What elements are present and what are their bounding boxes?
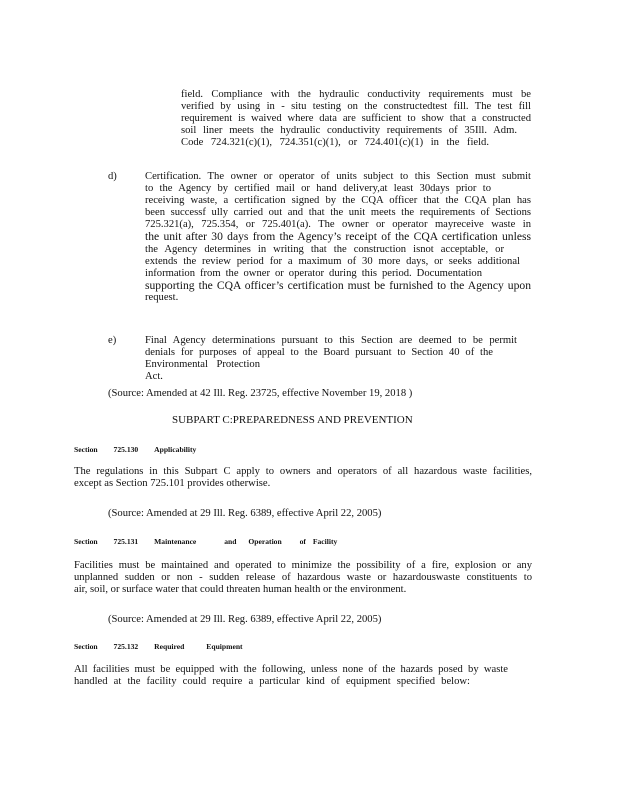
text-line: handled at the facility could require a particular kind of equipment specified below:: [74, 676, 470, 688]
item-d-marker: d): [108, 171, 117, 182]
section-725-131-paragraph: [74, 560, 532, 596]
continued-paragraph: [181, 89, 531, 149]
section-heading-725-132: [74, 641, 243, 653]
text-line: unplanned sudden or non - sudden release of hazardous waste or hazardouswaste constituents to: [74, 572, 532, 584]
source-note: (Source: Amended at 29 Ill. Reg. 6389, effective April 22, 2005): [108, 614, 382, 625]
section-number: 725.130: [113, 445, 139, 454]
text-line: Facilities must be maintained and operated to minimize the possibility of a fire, explosion or any: [74, 560, 532, 571]
text-line: soil liner meets the hydraulic conductivity requirements of 35Ill. Adm.: [181, 125, 517, 137]
source-note: (Source: Amended at 42 Ill. Reg. 23725, effective November 19, 2018 ): [108, 388, 413, 399]
section-label: Section: [74, 445, 98, 454]
text-line: field. Compliance with the hydraulic conductivity requirements must be: [181, 89, 531, 100]
text-line: Environmental Protection Act.: [145, 359, 260, 383]
text-line: the Agency determines in writing that the construction isnot acceptable, or: [145, 243, 504, 255]
text-line: extends the review period for a maximum of 30 more days, or seeks additional: [145, 255, 520, 267]
text-line: air, soil, or surface water that could threaten human health or the environment.: [74, 584, 407, 596]
section-heading-725-130: [74, 444, 196, 456]
section-number: 725.131: [113, 537, 139, 546]
source-note: (Source: Amended at 29 Ill. Reg. 6389, effective April 22, 2005): [108, 508, 382, 519]
text-line: Code 724.321(c)(1), 724.351(c)(1), or 724.401(c)(1) in the field.: [181, 137, 489, 149]
section-title-word: Operation: [248, 537, 282, 546]
section-title-word: Equipment: [206, 642, 243, 651]
section-title-word: Maintenance: [154, 537, 197, 546]
subpart-heading: SUBPART C:PREPAREDNESS AND PREVENTION: [172, 414, 413, 426]
text-line: receiving waste, a certification signed by the CQA officer that the CQA plan has: [145, 195, 531, 207]
item-e-marker: e): [108, 335, 117, 346]
text-line: Final Agency determinations pursuant to this Section are deemed to be permit: [145, 335, 517, 346]
section-label: Section: [74, 642, 98, 651]
text-line: the unit after 30 days from the Agency’s receipt of the CQA certification unless: [145, 230, 531, 244]
text-line: supporting the CQA officer’s certification must be furnished to the Agency upon: [145, 278, 531, 292]
section-725-132-paragraph: [74, 664, 508, 688]
text-line: request.: [145, 291, 179, 303]
item-e-paragraph: [145, 335, 517, 383]
text-line: verified by using in - situ testing on the constructedtest fill. The test fill: [181, 101, 531, 113]
text-line: All facilities must be equipped with the following, unless none of the hazards posed by waste: [74, 664, 508, 675]
text-line: been successf ully carried out and that the unit meets the requirements of Sections: [145, 207, 531, 219]
text-line: 725.321(a), 725.354, or 725.401(a). The owner or operator mayreceive waste in: [145, 219, 531, 231]
section-title-word: Facility: [312, 537, 338, 546]
text-line: to the Agency by certified mail or hand delivery,at least 30days prior to: [145, 183, 491, 195]
item-d-paragraph: [145, 171, 531, 304]
section-725-130-paragraph: [74, 466, 532, 490]
text-line: denials for purposes of appeal to the Board pursuant to Section 40 of the: [145, 347, 493, 359]
section-label: Section: [74, 537, 98, 546]
section-title: Applicability: [154, 445, 197, 454]
text-line: information from the owner or operator during this period. Documentation: [145, 267, 482, 279]
section-title-word: and: [224, 537, 237, 546]
section-title-word: Required: [154, 642, 185, 651]
text-line: Certification. The owner or operator of units subject to this Section must submit: [145, 171, 531, 182]
section-heading-725-131: [74, 536, 337, 548]
section-number: 725.132: [113, 642, 139, 651]
section-title-word: of: [299, 537, 306, 546]
text-line: except as Section 725.101 provides otherwise.: [74, 478, 271, 490]
text-line: The regulations in this Subpart C apply to owners and operators of all hazardous waste facilities,: [74, 466, 532, 477]
text-line: requirement is waived where data are sufficient to show that a constructed: [181, 113, 531, 125]
